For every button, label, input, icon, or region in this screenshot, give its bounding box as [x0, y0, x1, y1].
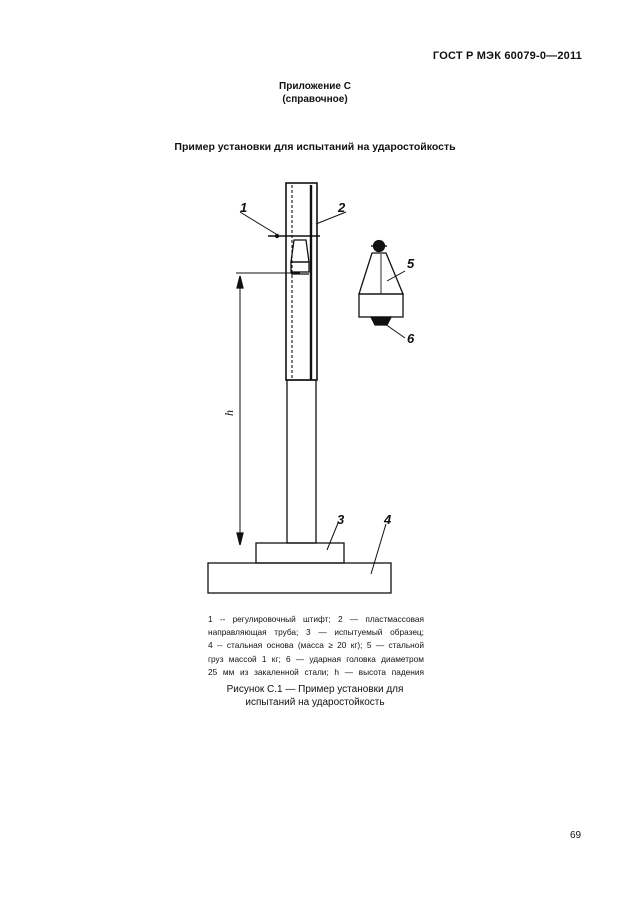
figure-legend	[208, 613, 424, 679]
label-6: 6	[407, 331, 415, 346]
label-4: 4	[384, 512, 392, 527]
label-1: 1	[240, 200, 248, 215]
label-2: 2	[338, 200, 346, 215]
guide-tube-lower	[287, 380, 316, 543]
weight-bottom	[359, 294, 403, 317]
label-3: 3	[337, 512, 345, 527]
label-5: 5	[407, 256, 415, 271]
caption-line-1: Рисунок С.1 — Пример установки для	[226, 684, 404, 695]
height-symbol: h	[222, 410, 236, 416]
test-specimen	[256, 543, 344, 563]
guide-tube-upper	[286, 183, 317, 380]
steel-base	[208, 563, 391, 593]
weight-in-tube	[291, 240, 309, 262]
document-code: ГОСТ Р МЭК 60079-0—2011	[432, 50, 582, 62]
legend-line: груз массой 1 кг; 6 — ударная головка диаметром	[208, 653, 424, 664]
caption-line-2: испытаний на ударостойкость	[245, 697, 385, 708]
page-number: 69	[570, 830, 582, 841]
section-title: Пример установки для испытаний на ударостойкость	[174, 141, 456, 153]
striking-head	[371, 317, 391, 325]
legend-line: 25 мм из закаленной стали; h — высота падения	[208, 666, 424, 677]
legend-line: 4 -- стальная основа (масса ≥ 20 кг); 5 — стальной	[208, 640, 424, 651]
figure-caption	[0, 683, 630, 709]
appendix-title: Приложение С	[279, 81, 351, 92]
appendix-subtitle: (справочное)	[282, 94, 348, 105]
legend-line: 1 -- регулировочный штифт; 2 — пластмассовая	[208, 614, 424, 624]
legend-line: направляющая труба; 3 — испытуемый образец;	[208, 627, 424, 638]
